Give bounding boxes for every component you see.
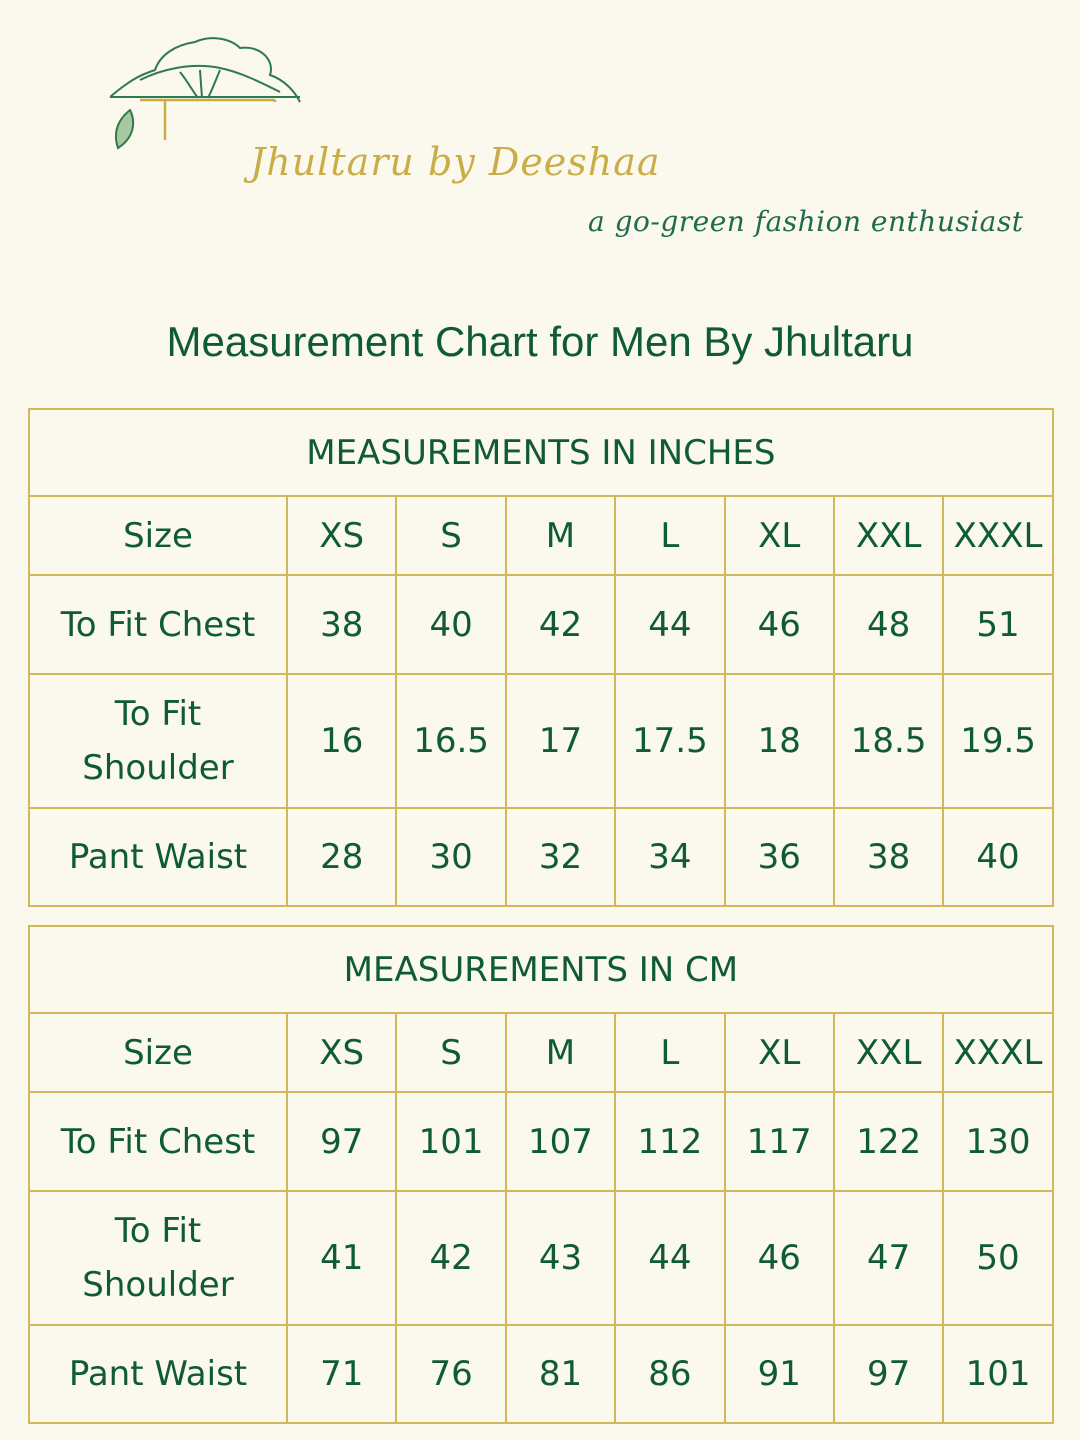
value-cell: 32 xyxy=(506,808,615,906)
size-cell: M xyxy=(506,496,615,575)
value-cell: 71 xyxy=(287,1325,396,1423)
waist-row xyxy=(29,1325,1053,1423)
brand-tagline: a go-green fashion enthusiast xyxy=(588,205,1024,238)
shoulder-row xyxy=(29,1191,1053,1325)
value-cell: 40 xyxy=(396,575,505,674)
cm-table xyxy=(28,925,1054,1424)
size-cell: L xyxy=(615,1013,724,1092)
size-cell: S xyxy=(396,1013,505,1092)
table-header: MEASUREMENTS IN CM xyxy=(29,926,1053,1013)
value-cell: 17 xyxy=(506,674,615,808)
value-cell: 44 xyxy=(615,1191,724,1325)
value-cell: 36 xyxy=(725,808,834,906)
brand-name: Jhultaru by Deeshaa xyxy=(250,140,661,184)
size-cell: M xyxy=(506,1013,615,1092)
value-cell: 107 xyxy=(506,1092,615,1191)
row-label: To Fit Chest xyxy=(29,1092,287,1191)
value-cell: 38 xyxy=(287,575,396,674)
size-cell: XXXL xyxy=(943,1013,1052,1092)
chest-row xyxy=(29,1092,1053,1191)
size-cell: XL xyxy=(725,1013,834,1092)
value-cell: 112 xyxy=(615,1092,724,1191)
value-cell: 17.5 xyxy=(615,674,724,808)
value-cell: 42 xyxy=(506,575,615,674)
row-label: Pant Waist xyxy=(29,1325,287,1423)
size-cell: S xyxy=(396,496,505,575)
brand-logo xyxy=(100,30,1024,240)
value-cell: 19.5 xyxy=(943,674,1052,808)
value-cell: 43 xyxy=(506,1191,615,1325)
waist-row xyxy=(29,808,1053,906)
value-cell: 44 xyxy=(615,575,724,674)
inches-table xyxy=(28,408,1054,907)
value-cell: 97 xyxy=(834,1325,943,1423)
value-cell: 76 xyxy=(396,1325,505,1423)
row-label: To Fit Shoulder xyxy=(29,674,287,808)
size-cell: XS xyxy=(287,496,396,575)
value-cell: 86 xyxy=(615,1325,724,1423)
value-cell: 48 xyxy=(834,575,943,674)
value-cell: 18 xyxy=(725,674,834,808)
value-cell: 81 xyxy=(506,1325,615,1423)
row-label: Size xyxy=(29,1013,287,1092)
value-cell: 46 xyxy=(725,575,834,674)
value-cell: 122 xyxy=(834,1092,943,1191)
table-header: MEASUREMENTS IN INCHES xyxy=(29,409,1053,496)
size-cell: XXL xyxy=(834,1013,943,1092)
value-cell: 91 xyxy=(725,1325,834,1423)
value-cell: 47 xyxy=(834,1191,943,1325)
value-cell: 34 xyxy=(615,808,724,906)
shoulder-row xyxy=(29,674,1053,808)
value-cell: 41 xyxy=(287,1191,396,1325)
value-cell: 117 xyxy=(725,1092,834,1191)
row-label: Size xyxy=(29,496,287,575)
value-cell: 50 xyxy=(943,1191,1052,1325)
size-row xyxy=(29,1013,1053,1092)
value-cell: 51 xyxy=(943,575,1052,674)
value-cell: 130 xyxy=(943,1092,1052,1191)
size-cell: L xyxy=(615,496,724,575)
page-title: Measurement Chart for Men By Jhultaru xyxy=(166,318,914,365)
value-cell: 38 xyxy=(834,808,943,906)
size-row xyxy=(29,496,1053,575)
value-cell: 101 xyxy=(943,1325,1052,1423)
row-label: Pant Waist xyxy=(29,808,287,906)
value-cell: 30 xyxy=(396,808,505,906)
value-cell: 97 xyxy=(287,1092,396,1191)
row-label: To Fit Chest xyxy=(29,575,287,674)
chest-row xyxy=(29,575,1053,674)
row-label: To Fit Shoulder xyxy=(29,1191,287,1325)
size-cell: XXL xyxy=(834,496,943,575)
value-cell: 28 xyxy=(287,808,396,906)
value-cell: 16 xyxy=(287,674,396,808)
size-cell: XS xyxy=(287,1013,396,1092)
size-cell: XXXL xyxy=(943,496,1052,575)
size-cell: XL xyxy=(725,496,834,575)
value-cell: 46 xyxy=(725,1191,834,1325)
value-cell: 101 xyxy=(396,1092,505,1191)
value-cell: 18.5 xyxy=(834,674,943,808)
value-cell: 42 xyxy=(396,1191,505,1325)
value-cell: 40 xyxy=(943,808,1052,906)
value-cell: 16.5 xyxy=(396,674,505,808)
